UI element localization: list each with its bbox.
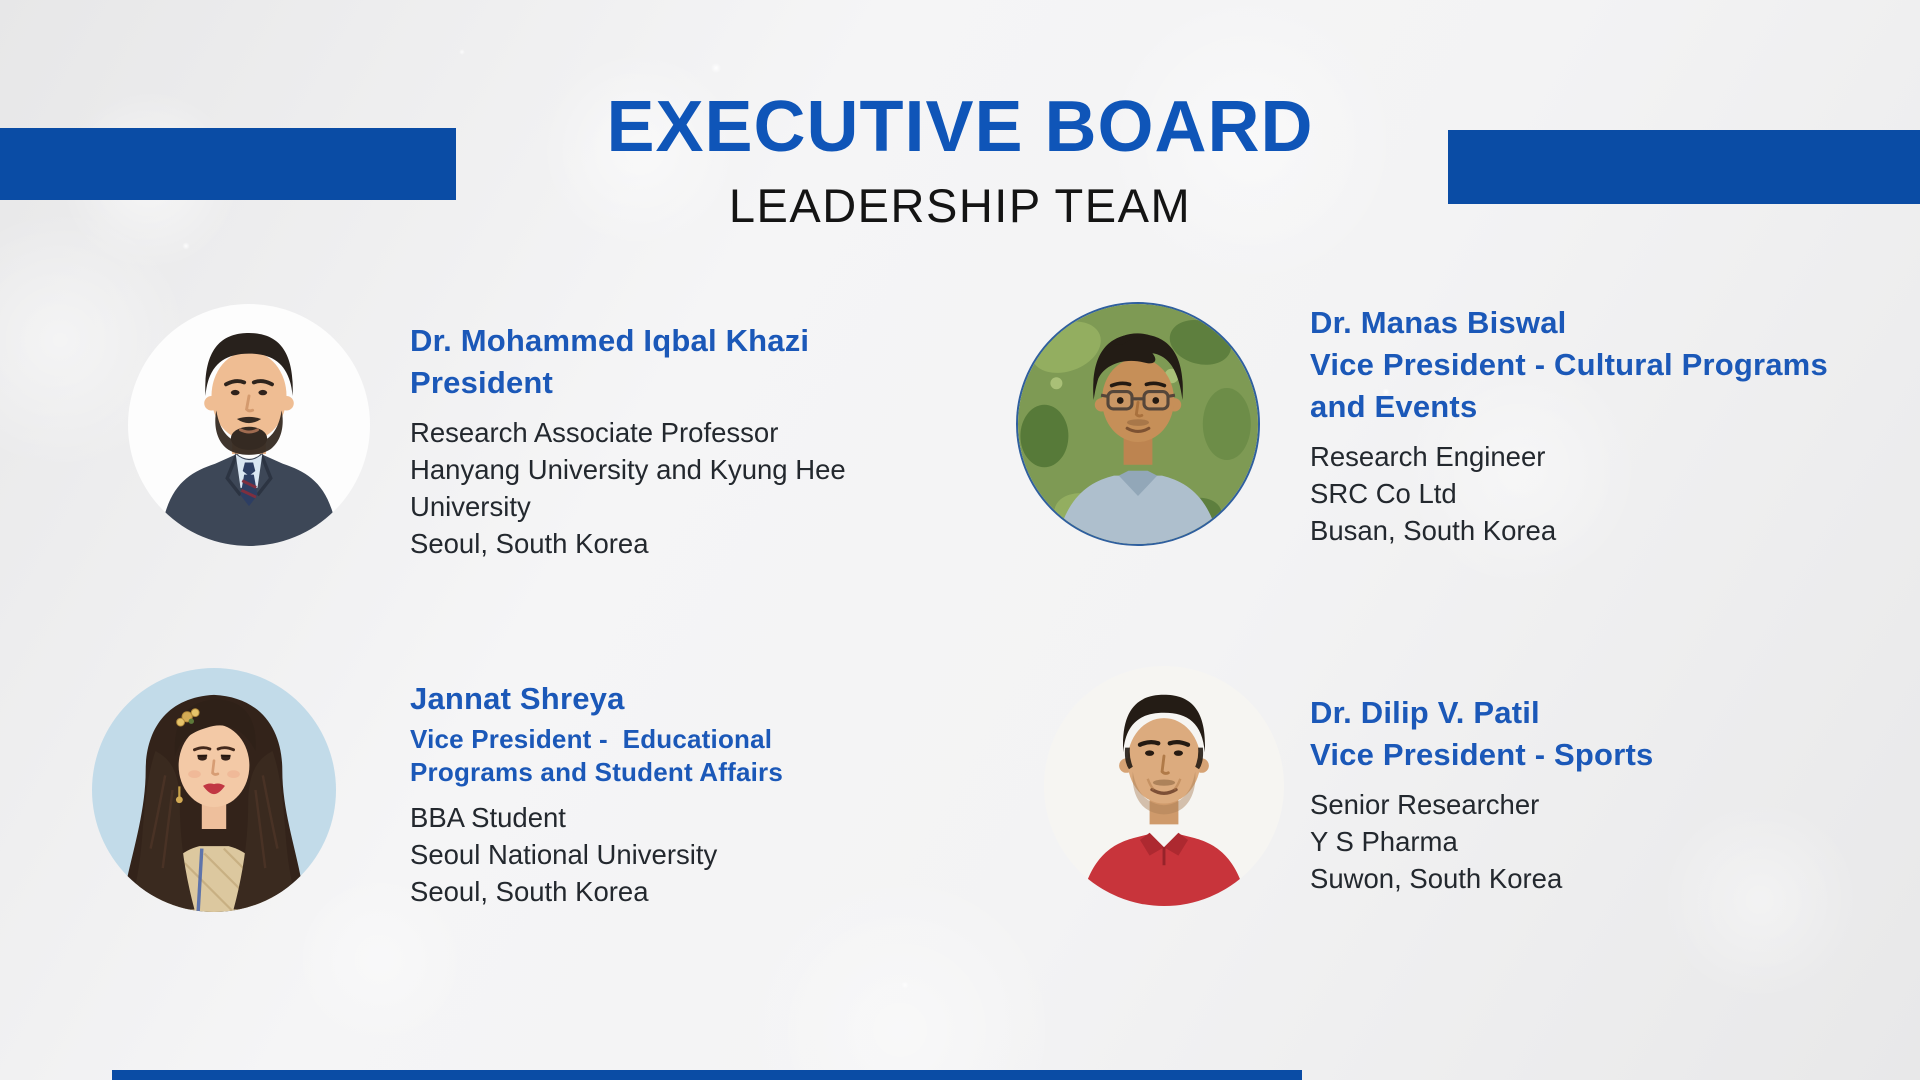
member-role-line: Programs and Student Affairs [410, 757, 784, 787]
member-name: Dr. Manas Biswal [1310, 305, 1567, 340]
member-photo [128, 304, 370, 546]
member-detail-line: BBA Student [410, 802, 566, 833]
member-detail-line: Seoul, South Korea [410, 528, 649, 559]
page-subtitle: LEADERSHIP TEAM [728, 179, 1192, 232]
member-info [1310, 302, 1910, 549]
member-info [1310, 692, 1910, 897]
member-detail-line: Seoul, South Korea [410, 876, 649, 907]
member-role-line: Vice President - Sports [1310, 737, 1654, 772]
member-detail-line: Suwon, South Korea [1310, 863, 1563, 894]
member-detail-line: University [410, 491, 531, 522]
member-role-line: Vice President - Educational [410, 724, 773, 754]
member-role-line: Vice President - Cultural Programs [1310, 347, 1828, 382]
decorative-bar-bottom [112, 1070, 1302, 1080]
member-detail-line: Y S Pharma [1310, 826, 1458, 857]
member-detail-line: Senior Researcher [1310, 789, 1540, 820]
member-detail-line: Hanyang University and Kyung Hee [410, 454, 846, 485]
member-photo [1016, 302, 1260, 546]
member-photo [92, 668, 336, 912]
member-name: Dr. Mohammed Iqbal Khazi [410, 323, 810, 358]
member-info [410, 320, 950, 562]
member-photo [1044, 666, 1284, 906]
member-detail-line: Seoul National University [410, 839, 718, 870]
member-detail-line: Research Engineer [1310, 441, 1546, 472]
member-info [410, 678, 950, 910]
member-detail-line: Busan, South Korea [1310, 515, 1557, 546]
member-detail-line: Research Associate Professor [410, 417, 779, 448]
member-name: Dr. Dilip V. Patil [1310, 695, 1540, 730]
member-role-line: and Events [1310, 389, 1478, 424]
member-name: Jannat Shreya [410, 681, 625, 716]
page-title: EXECUTIVE BOARD [606, 87, 1314, 167]
member-detail-line: SRC Co Ltd [1310, 478, 1457, 509]
member-role-line: President [410, 365, 554, 400]
